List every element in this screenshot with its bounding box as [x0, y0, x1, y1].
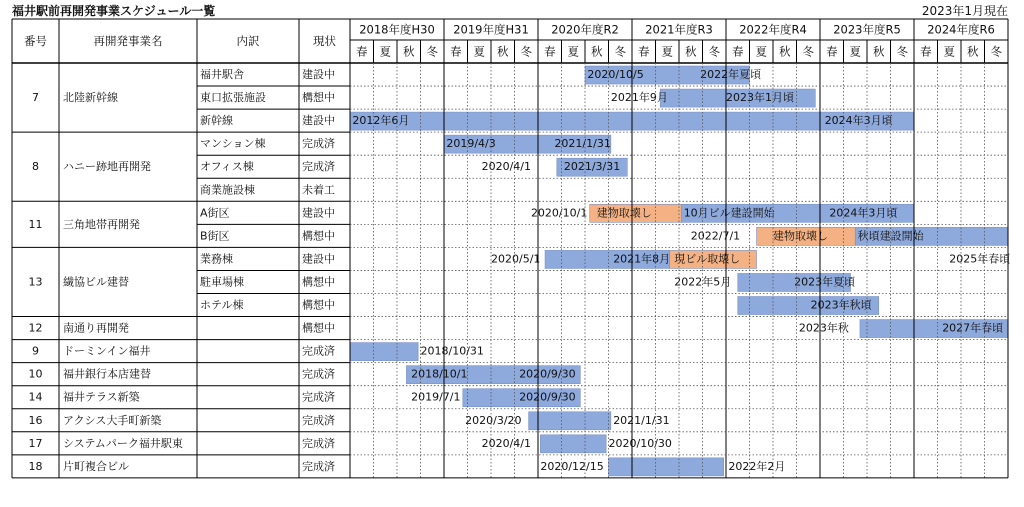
header-year: 2022年度R4 — [739, 22, 807, 37]
bar-label: 2019/4/3 — [446, 137, 496, 151]
header-season: 春 — [920, 44, 932, 59]
project-name: ドーミンイン福井 — [63, 344, 151, 358]
project-name: 福井銀行本店建替 — [63, 367, 151, 381]
header-year: 2024年度R6 — [927, 22, 995, 37]
bar-label: 2024年3月頃 — [824, 114, 893, 128]
bar-label: 10月ビル建設開始 — [683, 206, 775, 220]
gantt-bar — [540, 435, 606, 453]
row-status: 完成済 — [302, 160, 335, 174]
project-number: 10 — [28, 367, 43, 381]
bar-label: 2018/10/1 — [411, 367, 468, 381]
row-status: 完成済 — [302, 390, 335, 404]
row-detail: B街区 — [200, 229, 230, 243]
header-season: 秋 — [779, 44, 791, 59]
bar-label: 2020/9/30 — [519, 390, 576, 404]
project-name: 三角地帯再開発 — [63, 217, 140, 231]
project-number: 18 — [28, 459, 43, 473]
bar-label: 現ビル取壊し — [674, 252, 741, 266]
row-detail: オフィス棟 — [200, 160, 254, 174]
header-project: 再開発事業名 — [93, 34, 163, 48]
header-year: 2023年度R5 — [833, 22, 901, 37]
header-season: 秋 — [403, 44, 415, 59]
bar-label: 2021/3/31 — [563, 160, 621, 174]
row-status: 建設中 — [302, 206, 335, 220]
project-number: 17 — [28, 436, 43, 450]
bar-label: 2019/7/1 — [411, 390, 461, 404]
header-year: 2018年度H30 — [359, 22, 435, 37]
header-season: 夏 — [379, 44, 391, 59]
header-season: 冬 — [896, 44, 908, 59]
project-number: 12 — [28, 321, 43, 335]
project-name: 繊協ビル建替 — [63, 275, 129, 289]
project-number: 7 — [32, 91, 39, 105]
row-detail: マンション棟 — [200, 137, 266, 151]
bar-label: 2022年5月 — [674, 275, 732, 289]
bar-label: 秋頃建設開始 — [857, 229, 924, 243]
header-season: 春 — [544, 44, 556, 59]
header-season: 冬 — [990, 44, 1002, 59]
header-season: 冬 — [802, 44, 814, 59]
header-season: 夏 — [473, 44, 485, 59]
gantt-bar — [609, 458, 724, 476]
header-season: 春 — [826, 44, 838, 59]
row-status: 完成済 — [302, 436, 335, 450]
header-season: 春 — [450, 44, 462, 59]
bar-label: 2021/1/31 — [554, 137, 611, 151]
bar-label: 2025年春頃 — [949, 252, 1011, 266]
project-number: 14 — [28, 390, 43, 404]
row-detail: ホテル棟 — [200, 298, 244, 312]
row-status: 完成済 — [302, 413, 335, 427]
project-name: 福井テラス新築 — [63, 390, 140, 404]
header-season: 冬 — [614, 44, 626, 59]
project-name: 南通り再開発 — [63, 321, 129, 335]
header-season: 春 — [732, 44, 744, 59]
bar-label: 建物取壊し — [596, 206, 652, 220]
row-status: 建設中 — [302, 68, 335, 82]
bar-label: 2020/4/1 — [481, 160, 532, 174]
project-name: ハニー跡地再開発 — [63, 160, 151, 174]
row-detail: 駐車場棟 — [200, 275, 244, 289]
bar-label: 2023年秋頃 — [810, 298, 872, 312]
header-season: 夏 — [943, 44, 955, 59]
row-status: 構想中 — [302, 91, 335, 105]
header-season: 夏 — [567, 44, 579, 59]
gantt-bar — [350, 343, 418, 361]
project-number: 8 — [32, 160, 39, 174]
header-season: 秋 — [967, 44, 979, 59]
project-name: システムパーク福井駅東 — [63, 436, 183, 450]
header-season: 秋 — [873, 44, 885, 59]
row-status: 構想中 — [302, 321, 335, 335]
page-title: 福井駅前再開発事業スケジュール一覧 — [12, 4, 216, 18]
project-number: 9 — [32, 344, 39, 358]
bar-label: 2020/12/15 — [540, 459, 604, 473]
row-status: 建設中 — [302, 114, 335, 128]
bar-label: 2022年2月 — [728, 459, 786, 473]
bar-label: 2022年夏頃 — [700, 68, 762, 82]
bar-label: 2023年1月頃 — [726, 91, 794, 105]
bar-label: 2020/5/1 — [491, 252, 541, 266]
bar-label: 2018/10/31 — [420, 344, 484, 358]
header-year: 2019年度H31 — [453, 22, 529, 37]
bar-label: 2021年8月 — [613, 252, 671, 266]
bar-label: 2024年3月頃 — [829, 206, 898, 220]
header-season: 夏 — [661, 44, 673, 59]
bar-label: 2021年9月 — [610, 91, 668, 105]
header-season: 冬 — [708, 44, 720, 59]
header-season: 冬 — [426, 44, 438, 59]
row-status: 構想中 — [302, 298, 335, 312]
row-status: 完成済 — [302, 367, 335, 381]
row-status: 完成済 — [302, 137, 335, 151]
bar-label: 2020/10/1 — [530, 206, 588, 220]
row-status: 完成済 — [302, 344, 335, 358]
header-status: 現状 — [313, 34, 336, 48]
bar-label: 2023年秋 — [798, 321, 849, 335]
project-name: アクシス大手町新築 — [63, 413, 162, 427]
header-year: 2020年度R2 — [551, 22, 619, 37]
header-season: 春 — [638, 44, 650, 59]
row-status: 構想中 — [302, 275, 335, 289]
row-detail: 東口拡張施設 — [200, 91, 266, 105]
bar-label: 2021/1/31 — [613, 413, 670, 427]
row-status: 未着工 — [302, 183, 335, 197]
project-name: 片町複合ビル — [63, 459, 129, 473]
header-year: 2021年度R3 — [645, 22, 713, 37]
row-detail: 商業施設棟 — [200, 183, 255, 197]
bar-label: 2020/3/20 — [465, 413, 522, 427]
bar-label: 2020/9/30 — [519, 367, 576, 381]
header-no: 番号 — [24, 34, 47, 48]
bar-label: 2020/4/1 — [481, 436, 532, 450]
row-status: 構想中 — [302, 229, 335, 243]
row-detail: A街区 — [200, 206, 230, 220]
header-season: 秋 — [497, 44, 509, 59]
header-season: 冬 — [520, 44, 532, 59]
project-name: 北陸新幹線 — [63, 91, 118, 105]
header-season: 秋 — [591, 44, 603, 59]
header-detail: 内訳 — [236, 34, 260, 48]
row-detail: 業務棟 — [200, 252, 233, 266]
project-number: 16 — [28, 413, 43, 427]
row-detail: 新幹線 — [200, 114, 233, 128]
project-number: 13 — [28, 275, 43, 289]
row-status: 完成済 — [302, 459, 335, 473]
row-status: 建設中 — [302, 252, 335, 266]
header-season: 夏 — [755, 44, 767, 59]
gantt-bar — [529, 412, 611, 430]
header-season: 夏 — [849, 44, 861, 59]
bar-label: 建物取壊し — [773, 229, 828, 243]
header-season: 春 — [356, 44, 368, 59]
header-season: 秋 — [685, 44, 697, 59]
bar-label: 2027年春頃 — [942, 321, 1004, 335]
bar-label: 2023年夏頃 — [794, 275, 856, 289]
row-detail: 福井駅舎 — [200, 68, 244, 82]
project-number: 11 — [28, 217, 43, 231]
as-of-date: 2023年1月現在 — [921, 4, 1008, 18]
bar-label: 2012年6月 — [352, 114, 410, 128]
bar-label: 2020/10/5 — [587, 68, 644, 82]
bar-label: 2020/10/30 — [608, 436, 672, 450]
bar-label: 2022/7/1 — [690, 229, 741, 243]
